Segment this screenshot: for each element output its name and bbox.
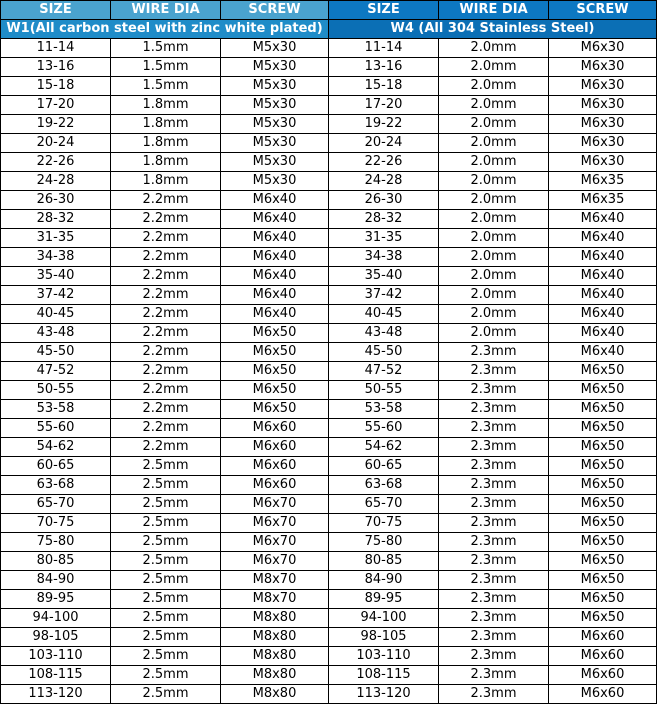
w1-size-cell: 20-24 [1,134,111,153]
table-row [1,343,657,362]
w1-wire-dia-cell: 2.5mm [111,666,221,685]
w4-size-cell: 55-60 [329,419,439,438]
w4-size-cell: 98-105 [329,628,439,647]
w4-size-cell: 103-110 [329,647,439,666]
table-row [1,419,657,438]
w4-screw-cell: M6x50 [549,476,657,495]
w4-screw-cell: M6x50 [549,514,657,533]
w1-size-cell: 17-20 [1,96,111,115]
w4-wire-dia-cell: 2.3mm [439,552,549,571]
w4-size-cell: 45-50 [329,343,439,362]
w1-size-cell: 94-100 [1,609,111,628]
w4-size-cell: 108-115 [329,666,439,685]
w1-wire-dia-cell: 2.5mm [111,533,221,552]
w1-screw-cell: M5x30 [221,153,329,172]
w4-wire-dia-cell: 2.3mm [439,400,549,419]
w4-screw-cell: M6x50 [549,590,657,609]
w1-screw-cell: M6x60 [221,419,329,438]
w4-screw-cell: M6x40 [549,343,657,362]
w1-size-cell: 55-60 [1,419,111,438]
w4-screw-cell: M6x30 [549,153,657,172]
w4-size-cell: 11-14 [329,39,439,58]
w1-wire-dia-cell: 2.2mm [111,343,221,362]
table-row [1,476,657,495]
w1-size-cell: 34-38 [1,248,111,267]
w4-size-cell: 43-48 [329,324,439,343]
w1-screw-cell: M5x30 [221,96,329,115]
w1-size-cell: 54-62 [1,438,111,457]
w1-size-cell: 84-90 [1,571,111,590]
w1-wire-dia-cell: 2.5mm [111,571,221,590]
w4-size-cell: 13-16 [329,58,439,77]
table-row [1,248,657,267]
w1-size-cell: 80-85 [1,552,111,571]
w4-size-cell: 63-68 [329,476,439,495]
w4-screw-cell: M6x40 [549,324,657,343]
w1-screw-cell: M6x50 [221,343,329,362]
w1-size-cell: 11-14 [1,39,111,58]
w1-wire-dia-cell: 2.2mm [111,305,221,324]
w1-size-cell: 103-110 [1,647,111,666]
w1-wire-dia-cell: 1.5mm [111,39,221,58]
w4-screw-cell: M6x50 [549,400,657,419]
table-row [1,115,657,134]
w1-size-cell: 98-105 [1,628,111,647]
w1-screw-cell: M8x80 [221,685,329,704]
w4-size-cell: 31-35 [329,229,439,248]
w4-wire-dia-cell: 2.3mm [439,457,549,476]
table-row [1,590,657,609]
w4-screw-cell: M6x35 [549,191,657,210]
w4-wire-dia-cell: 2.0mm [439,172,549,191]
w1-wire-dia-cell: 1.8mm [111,153,221,172]
w4-size-cell: 26-30 [329,191,439,210]
w1-screw-cell: M6x40 [221,229,329,248]
w1-size-cell: 63-68 [1,476,111,495]
w4-screw-header: SCREW [549,1,657,20]
w1-screw-cell: M6x50 [221,324,329,343]
w4-wire-dia-cell: 2.0mm [439,286,549,305]
w1-size-cell: 65-70 [1,495,111,514]
w1-wire-dia-cell: 1.5mm [111,77,221,96]
w1-screw-cell: M5x30 [221,58,329,77]
w4-size-cell: 70-75 [329,514,439,533]
w4-size-cell: 84-90 [329,571,439,590]
w1-size-cell: 60-65 [1,457,111,476]
table-row [1,533,657,552]
w4-screw-cell: M6x50 [549,495,657,514]
w4-screw-cell: M6x30 [549,134,657,153]
w1-screw-cell: M6x70 [221,495,329,514]
w4-wire-dia-cell: 2.0mm [439,248,549,267]
w1-wire-dia-cell: 1.8mm [111,115,221,134]
column-header-row [1,1,657,20]
w4-screw-cell: M6x50 [549,609,657,628]
w4-screw-cell: M6x40 [549,210,657,229]
w1-size-cell: 108-115 [1,666,111,685]
w1-screw-cell: M6x40 [221,267,329,286]
w4-wire-dia-cell: 2.3mm [439,628,549,647]
table-row [1,286,657,305]
w4-size-cell: 28-32 [329,210,439,229]
w4-size-cell: 17-20 [329,96,439,115]
w4-screw-cell: M6x40 [549,229,657,248]
w4-size-cell: 75-80 [329,533,439,552]
table-row [1,210,657,229]
w4-screw-cell: M6x40 [549,248,657,267]
w4-size-cell: 19-22 [329,115,439,134]
w1-screw-cell: M6x50 [221,381,329,400]
table-row [1,495,657,514]
w1-screw-cell: M6x60 [221,476,329,495]
w1-size-cell: 45-50 [1,343,111,362]
table-row [1,400,657,419]
w1-screw-cell: M5x30 [221,39,329,58]
w4-screw-cell: M6x30 [549,77,657,96]
w1-screw-cell: M6x40 [221,305,329,324]
w1-screw-cell: M6x70 [221,552,329,571]
w4-screw-cell: M6x50 [549,438,657,457]
w1-size-cell: 22-26 [1,153,111,172]
w4-screw-cell: M6x30 [549,39,657,58]
w4-size-cell: 113-120 [329,685,439,704]
w4-wire-dia-header: WIRE DIA [439,1,549,20]
w4-wire-dia-cell: 2.0mm [439,324,549,343]
w1-wire-dia-cell: 2.2mm [111,419,221,438]
w4-screw-cell: M6x30 [549,96,657,115]
w1-wire-dia-cell: 2.5mm [111,609,221,628]
w1-wire-dia-cell: 2.5mm [111,457,221,476]
w4-screw-cell: M6x60 [549,666,657,685]
w1-size-cell: 53-58 [1,400,111,419]
w4-screw-cell: M6x50 [549,571,657,590]
w1-screw-cell: M6x40 [221,191,329,210]
w4-size-cell: 22-26 [329,153,439,172]
w4-size-cell: 54-62 [329,438,439,457]
w4-size-cell: 34-38 [329,248,439,267]
w1-wire-dia-cell: 2.5mm [111,685,221,704]
w4-size-cell: 80-85 [329,552,439,571]
w4-screw-cell: M6x40 [549,267,657,286]
w1-size-cell: 19-22 [1,115,111,134]
w1-wire-dia-cell: 2.5mm [111,514,221,533]
w4-wire-dia-cell: 2.0mm [439,39,549,58]
w4-wire-dia-cell: 2.0mm [439,134,549,153]
table-row [1,267,657,286]
table-row [1,96,657,115]
table-row [1,438,657,457]
table-row [1,628,657,647]
w1-screw-header: SCREW [221,1,329,20]
w1-screw-cell: M8x80 [221,609,329,628]
w1-screw-cell: M5x30 [221,172,329,191]
w4-size-cell: 50-55 [329,381,439,400]
w4-size-cell: 20-24 [329,134,439,153]
w1-wire-dia-cell: 2.2mm [111,438,221,457]
w4-size-cell: 53-58 [329,400,439,419]
w4-wire-dia-cell: 2.3mm [439,590,549,609]
w1-wire-dia-header: WIRE DIA [111,1,221,20]
w1-screw-cell: M6x60 [221,438,329,457]
w1-size-header: SIZE [1,1,111,20]
w1-wire-dia-cell: 2.2mm [111,267,221,286]
w4-size-header: SIZE [329,1,439,20]
table-row [1,666,657,685]
w1-screw-cell: M8x80 [221,666,329,685]
w4-wire-dia-cell: 2.0mm [439,58,549,77]
w4-size-cell: 60-65 [329,457,439,476]
w4-screw-cell: M6x50 [549,457,657,476]
table-row [1,457,657,476]
table-row [1,362,657,381]
w4-screw-cell: M6x30 [549,58,657,77]
w4-size-cell: 94-100 [329,609,439,628]
table-row [1,571,657,590]
w1-screw-cell: M6x40 [221,210,329,229]
w1-size-cell: 28-32 [1,210,111,229]
w1-screw-cell: M6x50 [221,362,329,381]
w4-wire-dia-cell: 2.3mm [439,419,549,438]
w4-screw-cell: M6x50 [549,381,657,400]
w1-screw-cell: M6x70 [221,533,329,552]
table-row [1,191,657,210]
w1-size-cell: 75-80 [1,533,111,552]
w1-screw-cell: M6x50 [221,400,329,419]
w1-wire-dia-cell: 1.8mm [111,134,221,153]
w1-screw-cell: M8x80 [221,628,329,647]
w1-wire-dia-cell: 2.5mm [111,495,221,514]
w4-wire-dia-cell: 2.0mm [439,267,549,286]
w1-wire-dia-cell: 2.2mm [111,286,221,305]
w1-size-cell: 37-42 [1,286,111,305]
w1-wire-dia-cell: 2.5mm [111,647,221,666]
w4-screw-cell: M6x50 [549,362,657,381]
w4-wire-dia-cell: 2.0mm [439,305,549,324]
w4-screw-cell: M6x40 [549,305,657,324]
w4-wire-dia-cell: 2.0mm [439,210,549,229]
w4-size-cell: 24-28 [329,172,439,191]
w1-screw-cell: M8x70 [221,571,329,590]
w1-screw-cell: M6x70 [221,514,329,533]
w4-wire-dia-cell: 2.0mm [439,153,549,172]
w4-wire-dia-cell: 2.0mm [439,115,549,134]
w1-wire-dia-cell: 2.2mm [111,229,221,248]
w1-size-cell: 43-48 [1,324,111,343]
w4-screw-cell: M6x35 [549,172,657,191]
w1-wire-dia-cell: 2.5mm [111,476,221,495]
w1-size-cell: 50-55 [1,381,111,400]
w4-wire-dia-cell: 2.3mm [439,571,549,590]
w4-wire-dia-cell: 2.3mm [439,514,549,533]
w1-wire-dia-cell: 2.5mm [111,552,221,571]
table-row [1,229,657,248]
w1-material-subtitle: W1(All carbon steel with zinc white plated) [1,20,329,39]
w4-wire-dia-cell: 2.0mm [439,229,549,248]
table-row [1,58,657,77]
w4-size-cell: 47-52 [329,362,439,381]
w1-wire-dia-cell: 2.5mm [111,628,221,647]
table-row [1,514,657,533]
w1-size-cell: 70-75 [1,514,111,533]
table-row [1,172,657,191]
w4-wire-dia-cell: 2.3mm [439,476,549,495]
w4-wire-dia-cell: 2.3mm [439,666,549,685]
w1-size-cell: 40-45 [1,305,111,324]
w1-screw-cell: M8x80 [221,647,329,666]
w4-wire-dia-cell: 2.3mm [439,609,549,628]
spec-table-body [1,39,657,704]
w4-size-cell: 35-40 [329,267,439,286]
w1-wire-dia-cell: 1.8mm [111,96,221,115]
w1-screw-cell: M8x70 [221,590,329,609]
w1-size-cell: 35-40 [1,267,111,286]
w1-wire-dia-cell: 2.2mm [111,248,221,267]
w4-screw-cell: M6x60 [549,628,657,647]
w4-size-cell: 65-70 [329,495,439,514]
w1-size-cell: 13-16 [1,58,111,77]
w1-wire-dia-cell: 2.2mm [111,400,221,419]
w4-wire-dia-cell: 2.3mm [439,438,549,457]
w4-screw-cell: M6x60 [549,647,657,666]
w1-wire-dia-cell: 2.2mm [111,381,221,400]
w1-size-cell: 26-30 [1,191,111,210]
w4-material-subtitle: W4 (All 304 Stainless Steel) [329,20,657,39]
w4-size-cell: 15-18 [329,77,439,96]
w1-screw-cell: M6x60 [221,457,329,476]
w1-screw-cell: M5x30 [221,77,329,96]
w4-wire-dia-cell: 2.3mm [439,362,549,381]
table-row [1,647,657,666]
w4-wire-dia-cell: 2.3mm [439,533,549,552]
w4-wire-dia-cell: 2.0mm [439,191,549,210]
w4-wire-dia-cell: 2.3mm [439,343,549,362]
w1-wire-dia-cell: 2.2mm [111,362,221,381]
w4-wire-dia-cell: 2.3mm [439,381,549,400]
w4-size-cell: 89-95 [329,590,439,609]
table-row [1,77,657,96]
w1-screw-cell: M6x40 [221,286,329,305]
w4-wire-dia-cell: 2.3mm [439,647,549,666]
w1-screw-cell: M5x30 [221,134,329,153]
w1-wire-dia-cell: 2.2mm [111,324,221,343]
table-row [1,381,657,400]
w1-wire-dia-cell: 2.2mm [111,191,221,210]
w4-screw-cell: M6x60 [549,685,657,704]
table-row [1,685,657,704]
table-row [1,134,657,153]
w1-size-cell: 24-28 [1,172,111,191]
w4-wire-dia-cell: 2.0mm [439,77,549,96]
w4-wire-dia-cell: 2.3mm [439,495,549,514]
material-subtitle-row [1,20,657,39]
w1-wire-dia-cell: 1.8mm [111,172,221,191]
w4-wire-dia-cell: 2.3mm [439,685,549,704]
table-row [1,39,657,58]
w1-screw-cell: M5x30 [221,115,329,134]
table-row [1,324,657,343]
table-row [1,552,657,571]
w1-size-cell: 15-18 [1,77,111,96]
table-row [1,609,657,628]
w1-screw-cell: M6x40 [221,248,329,267]
w1-size-cell: 47-52 [1,362,111,381]
w4-wire-dia-cell: 2.0mm [439,96,549,115]
w1-wire-dia-cell: 2.5mm [111,590,221,609]
w1-wire-dia-cell: 2.2mm [111,210,221,229]
w4-screw-cell: M6x50 [549,533,657,552]
table-row [1,153,657,172]
w1-size-cell: 31-35 [1,229,111,248]
w4-screw-cell: M6x30 [549,115,657,134]
w1-wire-dia-cell: 1.5mm [111,58,221,77]
w1-size-cell: 113-120 [1,685,111,704]
w1-size-cell: 89-95 [1,590,111,609]
table-row [1,305,657,324]
w4-screw-cell: M6x50 [549,419,657,438]
w4-screw-cell: M6x50 [549,552,657,571]
w4-size-cell: 37-42 [329,286,439,305]
w4-size-cell: 40-45 [329,305,439,324]
w4-screw-cell: M6x40 [549,286,657,305]
